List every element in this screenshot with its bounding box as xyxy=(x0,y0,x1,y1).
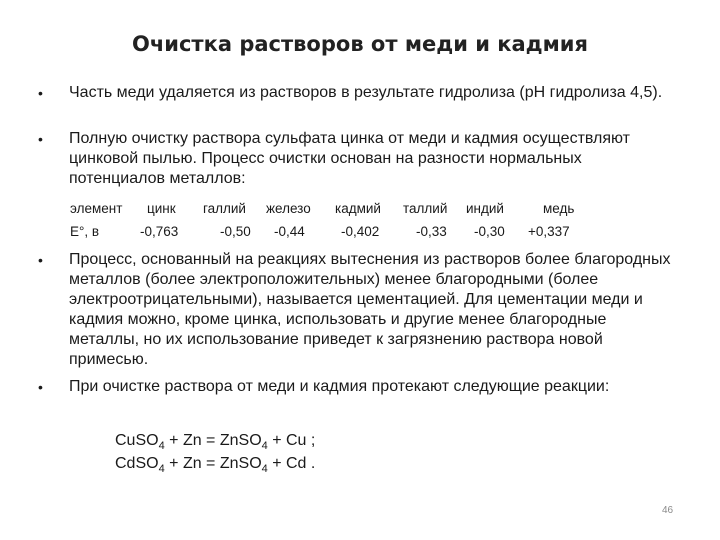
table-cell-potential: -0,30 xyxy=(474,224,505,239)
table-cell-potential: -0,44 xyxy=(274,224,305,239)
bullet-text: Процесс, основанный на реакциях вытеснения из растворов более благородных металлов (более электроположительных) менее благородными (более электроотрицательными), называется цементацией. Для цементации меди и кадмия можно, кроме цинка, использовать и другие менее благородные металлы, но их использование приведет к загрязнению раствора новой примесью. xyxy=(69,251,671,368)
table-cell-element: галлий xyxy=(203,201,246,216)
table-cell-element: железо xyxy=(266,201,311,216)
bullet-item xyxy=(38,129,678,189)
bullet-item xyxy=(38,250,678,370)
bullet-text: При очистке раствора от меди и кадмия протекают следующие реакции: xyxy=(69,378,610,395)
table-cell-element: цинк xyxy=(147,201,176,216)
bullet-marker: • xyxy=(38,379,43,395)
equation-subscript: 4 xyxy=(158,463,165,475)
table-cell-potential: -0,50 xyxy=(220,224,251,239)
bullet-item xyxy=(38,83,678,103)
potential-table-values-row xyxy=(0,224,720,242)
table-cell-potential: +0,337 xyxy=(528,224,570,239)
table-cell-potential: -0,402 xyxy=(341,224,380,239)
slide-title: Очистка растворов от меди и кадмия xyxy=(131,32,588,56)
table-cell-element: кадмий xyxy=(335,201,381,216)
reaction-equation xyxy=(115,431,315,451)
table-row-label: E°, в xyxy=(70,224,100,239)
table-cell-element: индий xyxy=(466,201,504,216)
equation-part: + Cu ; xyxy=(267,432,316,449)
bullet-marker: • xyxy=(38,131,43,147)
reaction-equation xyxy=(115,454,315,474)
equation-subscript: 4 xyxy=(158,440,165,452)
equation-part: CuSO xyxy=(115,432,159,449)
equation-subscript: 4 xyxy=(261,463,268,475)
bullet-item xyxy=(38,377,678,397)
table-cell-element: медь xyxy=(543,201,575,216)
equation-subscript: 4 xyxy=(261,440,268,452)
equation-part: + Cd . xyxy=(267,455,316,472)
page-number: 46 xyxy=(662,505,674,516)
table-cell-potential: -0,33 xyxy=(416,224,447,239)
bullet-text: Часть меди удаляется из растворов в результате гидролиза (рН гидролиза 4,5). xyxy=(69,84,663,101)
bullet-text: Полную очистку раствора сульфата цинка от меди и кадмия осуществляют цинковой пылью. Процесс очистки основан на разности нормальных потенциалов металлов: xyxy=(69,130,630,187)
equation-part: + Zn = ZnSO xyxy=(164,455,262,472)
bullet-marker: • xyxy=(38,85,43,101)
equation-part: CdSO xyxy=(115,455,159,472)
bullet-marker: • xyxy=(38,252,43,268)
table-cell-potential: -0,763 xyxy=(140,224,179,239)
equation-part: + Zn = ZnSO xyxy=(164,432,262,449)
table-cell-element: таллий xyxy=(403,201,448,216)
table-row-label: элемент xyxy=(70,201,123,216)
potential-table-elements-row xyxy=(0,201,720,219)
